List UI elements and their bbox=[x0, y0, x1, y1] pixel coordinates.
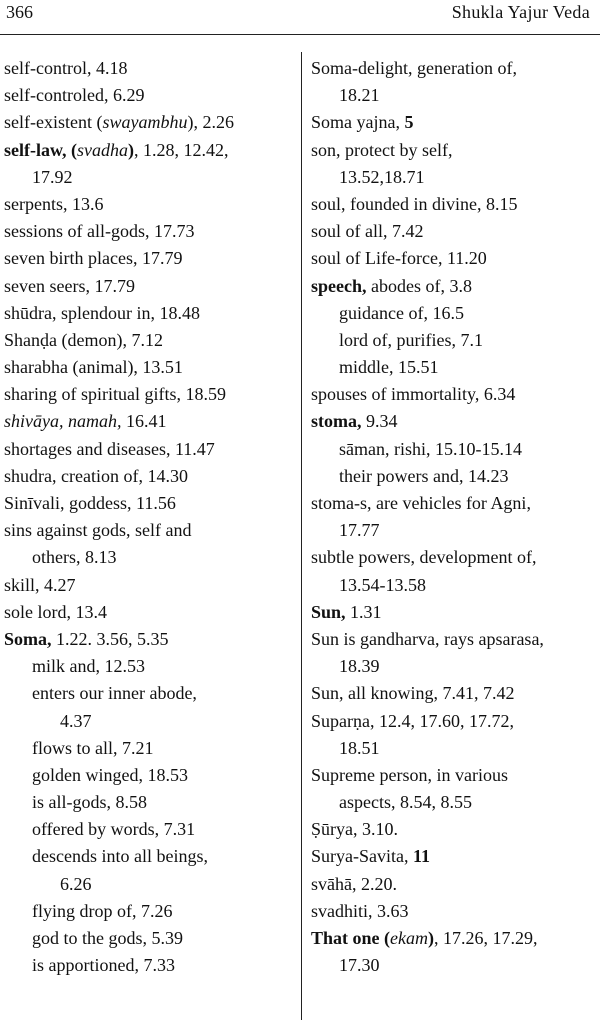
index-entry: guidance of, 16.5 bbox=[339, 302, 464, 323]
page-number: 366 bbox=[6, 2, 33, 22]
index-entry: shudra, creation of, 14.30 bbox=[4, 465, 188, 486]
index-entry: soul, founded in divine, 8.15 bbox=[311, 193, 518, 214]
index-entry: shortages and diseases, 11.47 bbox=[4, 438, 215, 459]
index-entry: sole lord, 13.4 bbox=[4, 601, 107, 622]
index-entry: Ṣūrya, 3.10. bbox=[311, 819, 398, 840]
index-entry: soul of Life-force, 11.20 bbox=[311, 248, 487, 269]
index-entry: Soma-delight, generation of, bbox=[311, 58, 517, 78]
index-entry: self-controled, 6.29 bbox=[4, 85, 145, 106]
index-entry: 17.92 bbox=[32, 166, 73, 187]
index-entry: lord of, purifies, 7.1 bbox=[339, 329, 483, 350]
index-entry: spouses of immortality, 6.34 bbox=[311, 384, 516, 405]
index-entry: Sun, all knowing, 7.41, 7.42 bbox=[311, 683, 515, 704]
index-entry: flying drop of, 7.26 bbox=[32, 900, 173, 921]
index-entry: Sinīvali, goddess, 11.56 bbox=[4, 493, 176, 513]
index-entry: Sun, 1.31 bbox=[311, 601, 382, 622]
index-entry: their powers and, 14.23 bbox=[339, 465, 509, 486]
index-entry: sins against gods, self and bbox=[4, 520, 192, 541]
index-entry: skill, 4.27 bbox=[4, 574, 76, 595]
index-entry: Shanḍa (demon), 7.12 bbox=[4, 329, 163, 350]
index-entry: svadhiti, 3.63 bbox=[311, 900, 409, 921]
index-entry: sessions of all-gods, 17.73 bbox=[4, 221, 195, 242]
index-entry: flows to all, 7.21 bbox=[32, 737, 154, 758]
index-entry: seven seers, 17.79 bbox=[4, 275, 135, 296]
index-entry: shivāya, namah, 16.41 bbox=[4, 411, 167, 432]
index-entry: offered by words, 7.31 bbox=[32, 819, 196, 840]
index-entry: self-existent (swayambhu), 2.26 bbox=[4, 112, 234, 133]
index-entry: 13.54-13.58 bbox=[339, 574, 426, 595]
index-entry: son, protect by self, bbox=[311, 139, 453, 160]
index-entry: enters our inner abode, bbox=[32, 683, 197, 704]
index-entry: Sun is gandharva, rays apsarasa, bbox=[311, 628, 544, 649]
index-entry: is apportioned, 7.33 bbox=[32, 955, 175, 976]
index-entry: shūdra, splendour in, 18.48 bbox=[4, 302, 200, 323]
index-entry: 18.21 bbox=[339, 85, 380, 106]
index-entry: milk and, 12.53 bbox=[32, 656, 145, 677]
index-entry: Surya-Savita, 11 bbox=[311, 846, 430, 867]
index-entry: Suparṇa, 12.4, 17.60, 17.72, bbox=[311, 710, 514, 731]
index-entry: svāhā, 2.20. bbox=[311, 873, 397, 894]
running-title: Shukla Yajur Veda bbox=[451, 2, 590, 22]
index-entry: middle, 15.51 bbox=[339, 357, 439, 378]
index-entry: self-law, (svadha), 1.28, 12.42, bbox=[4, 139, 229, 160]
index-entry: stoma-s, are vehicles for Agni, bbox=[311, 493, 531, 513]
index-entry: golden winged, 18.53 bbox=[32, 764, 188, 785]
index-entry: soul of all, 7.42 bbox=[311, 221, 424, 242]
index-entry: 17.30 bbox=[339, 955, 380, 976]
index-entry: god to the gods, 5.39 bbox=[32, 928, 183, 948]
index-column-right bbox=[311, 55, 596, 979]
index-entry: others, 8.13 bbox=[32, 547, 117, 568]
header-rule bbox=[0, 34, 600, 35]
index-entry: 13.52,18.71 bbox=[339, 166, 425, 187]
index-entry: Supreme person, in various bbox=[311, 764, 508, 785]
index-entry: self-control, 4.18 bbox=[4, 58, 128, 78]
index-entry: stoma, 9.34 bbox=[311, 411, 398, 432]
index-entry: is all-gods, 8.58 bbox=[32, 792, 147, 813]
column-divider bbox=[301, 52, 302, 1020]
index-entry: speech, abodes of, 3.8 bbox=[311, 275, 472, 296]
index-entry: aspects, 8.54, 8.55 bbox=[339, 792, 472, 813]
index-entry: 18.51 bbox=[339, 737, 380, 758]
index-entry: sharing of spiritual gifts, 18.59 bbox=[4, 384, 226, 405]
index-column-left bbox=[4, 55, 296, 979]
index-entry: Soma, 1.22. 3.56, 5.35 bbox=[4, 628, 169, 649]
index-entry: 18.39 bbox=[339, 656, 380, 677]
index-entry: 4.37 bbox=[60, 710, 92, 731]
index-entry: That one (ekam), 17.26, 17.29, bbox=[311, 928, 538, 948]
index-entry: Soma yajna, 5 bbox=[311, 112, 414, 133]
index-entry: serpents, 13.6 bbox=[4, 193, 104, 214]
index-entry: descends into all beings, bbox=[32, 846, 208, 867]
index-entry: 6.26 bbox=[60, 873, 92, 894]
index-entry: sāman, rishi, 15.10-15.14 bbox=[339, 438, 522, 459]
index-entry: 17.77 bbox=[339, 520, 380, 541]
index-entry: sharabha (animal), 13.51 bbox=[4, 357, 183, 378]
index-entry: subtle powers, development of, bbox=[311, 547, 537, 568]
index-entry: seven birth places, 17.79 bbox=[4, 248, 183, 269]
